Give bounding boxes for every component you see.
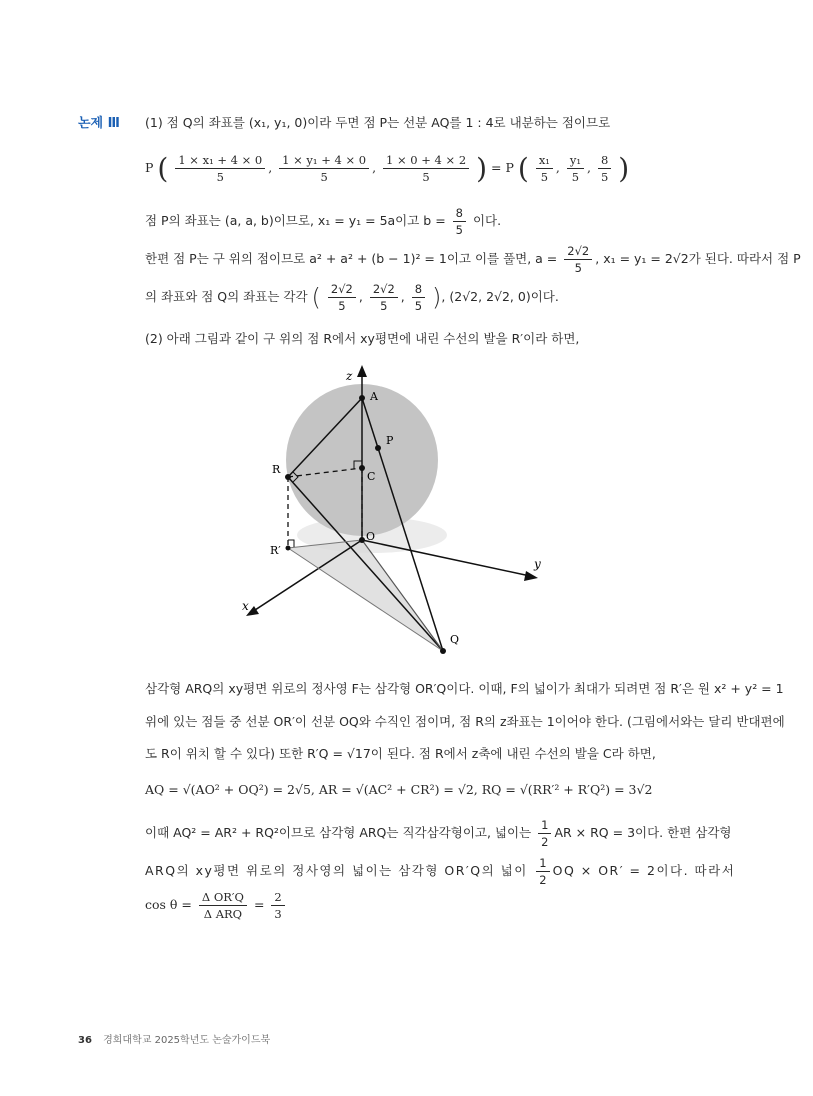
paragraph-9: 도 R이 위치 할 수 있다) 또한 R′Q = √17이 된다. 점 R에서 z축에 내린 수선의 발을 C라 하면,: [145, 746, 656, 761]
label-rp: R′: [270, 544, 281, 557]
point-c: [359, 465, 365, 471]
sphere-figure: [230, 360, 560, 660]
paragraph-6: (2) 아래 그림과 같이 구 위의 점 R에서 xy평면에 내린 수선의 발을 R′이라 하면,: [145, 331, 580, 346]
point-o: [359, 537, 365, 543]
paragraph-10: AQ = √(AO² + OQ²) = 2√5, AR = √(AC² + CR²) = √2, RQ = √(RR′² + R′Q²) = 3√2: [145, 782, 653, 797]
equals-p: = P: [491, 160, 514, 175]
label-x: x: [242, 599, 249, 613]
fraction-x1: $\frac{\text{x₁}}{5}$: [536, 153, 553, 184]
fraction-z: $\frac{1 \times 0 + 4 \times 2}{5}$: [383, 153, 469, 184]
label-q: Q: [450, 633, 460, 646]
paragraph-5: 의 좌표와 점 Q의 좌표는 각각 ( $\frac{2√2}{5}$ , $\frac{2√2}{5}$ , $\frac{8}{5}$ ), (2√2, 2√2, 0)이다.: [145, 282, 559, 313]
label-a: A: [370, 390, 378, 403]
fraction-y: $\frac{\text{1 × y₁ + 4 × 0}}{5}$: [279, 153, 369, 184]
point-r: [285, 474, 291, 480]
footer-text: 경희대학교 2025학년도 논술가이드북: [103, 1035, 271, 1046]
paragraph-12: ARQ의 xy평면 위로의 정사영의 넓이는 삼각형 OR′Q의 넓이 $\frac{1}{2}$ OQ × OR′ = 2이다. 따라서: [145, 856, 736, 887]
point-a: [359, 395, 365, 401]
page-number: 36: [78, 1035, 92, 1046]
fraction-8: $\frac{8}{5}$: [598, 153, 611, 184]
y-axis: [362, 540, 530, 576]
paragraph-1: (1) 점 Q의 좌표를 (x₁, y₁, 0)이라 두면 점 P는 선분 AQ를 1 : 4로 내분하는 점이므로: [145, 115, 611, 130]
label-c: C: [367, 470, 376, 483]
paragraph-7: 삼각형 ARQ의 xy평면 위로의 정사영 F는 삼각형 OR′Q이다. 이때, F의 넓이가 최대가 되려면 점 R′은 원 x² + y² = 1: [145, 681, 784, 696]
fraction-x: $\frac{\text{1 × x₁ + 4 × 0}}{5}$: [175, 153, 265, 184]
formula-p-coordinates: P ( $\frac{\text{1 × x₁ + 4 × 0}}{5}$ , $\frac{\text{1 × y₁ + 4 × 0}}{5}$ , $\frac{1 \times 0 + 4 \times 2}{5}$ ) = P ( $\frac{\text{x₁}}{5}$ , $\frac{\text{y₁}}{5}$ , $\frac{8}{5}$ ): [145, 152, 630, 185]
label-o: O: [366, 530, 376, 543]
section-label: 논제 Ⅲ: [78, 116, 120, 131]
label-y: y: [534, 557, 541, 571]
label-p: P: [386, 434, 394, 447]
label-z: z: [346, 369, 353, 383]
point-p: [375, 445, 381, 451]
paragraph-8: 위에 있는 점들 중 선분 OR′이 선분 OQ와 수직인 점이며, 점 R의 z좌표는 1이어야 한다. (그림에서와는 달리 반대편에: [145, 714, 785, 729]
projection-triangle: [288, 540, 443, 651]
paragraph-11: 이때 AQ² = AR² + RQ²이므로 삼각형 ARQ는 직각삼각형이고, 넓이는 $\frac{1}{2}$ AR × RQ = 3이다. 한편 삼각형: [145, 818, 732, 849]
y-arrow-icon: [524, 571, 538, 581]
paragraph-13: cos θ = $\frac{\text{Δ OR′Q}}{\text{Δ ARQ}}$ = $\frac{2}{3}$: [145, 890, 288, 921]
z-arrow-icon: [357, 365, 367, 377]
paragraph-3: 점 P의 좌표는 (a, a, b)이므로, x₁ = y₁ = 5a이고 b = $\frac{8}{5}$ 이다.: [145, 206, 502, 237]
point-p-label: P: [145, 160, 154, 175]
label-r: R: [272, 463, 281, 476]
footer: [78, 1031, 270, 1046]
fraction-y1: $\frac{\text{y₁}}{5}$: [567, 153, 584, 184]
paragraph-4: 한편 점 P는 구 위의 점이므로 a² + a² + (b − 1)² = 1이고 이를 풀면, a = $\frac{2√2}{5}$ , x₁ = y₁ = 2√2가 된다. 따라서 점 P: [145, 244, 801, 275]
point-q: [440, 648, 446, 654]
point-rp: [286, 546, 291, 551]
